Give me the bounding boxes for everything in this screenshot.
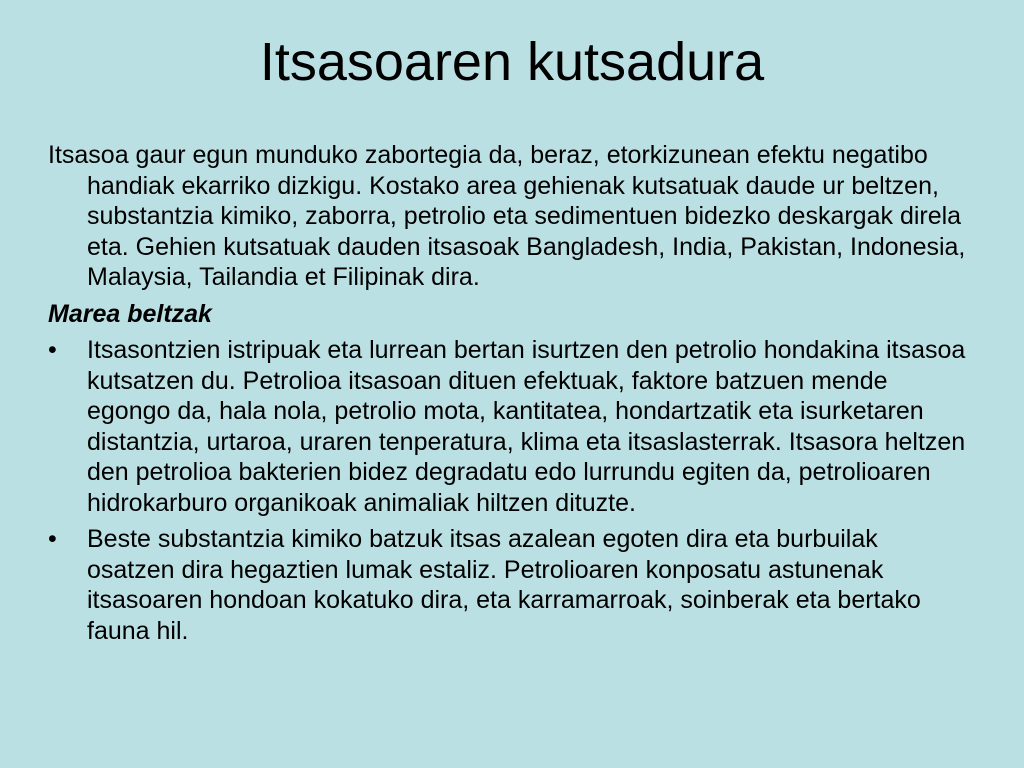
slide-title: Itsasoaren kutsadura <box>259 32 765 92</box>
slide-body <box>48 140 968 652</box>
bullet-text-1: Itsasontzien istripuak eta lurrean bertan isurtzen den petrolio hondakina itsasoa kutsatzen du. Petrolioa itsasoan dituen efektuak, faktore batzuen mende egongo da, hala nola, petrolio mota, kantitatea, hondartzatik eta isurketaren distantzia, urtaroa, uraren tenperatura, klima eta itsaslasterrak. Itsasora heltzen den petrolioa bakterien bidez degradatu edo lurrundu egiten da, petrolioaren hidrokarburo organikoak animaliak hiltzen dituzte. <box>87 336 966 517</box>
bullet-marker: • <box>48 525 57 553</box>
bullet-text-2: Beste substantzia kimiko batzuk itsas azalean egoten dira eta burbuilak osatzen dira hegaztien lumak estaliz. Petrolioaren konposatu astunenak itsasoaren hondoan kokatuko dira, eta karramarroak, soinberak eta bertako fauna hil. <box>87 525 921 645</box>
bullet-item-1 <box>48 335 968 518</box>
subheading-marea-beltzak: Marea beltzak <box>48 299 212 328</box>
intro-paragraph: Itsasoa gaur egun munduko zabortegia da, beraz, etorkizunean efektu negatibo handiak ekarriko dizkigu. Kostako area gehienak kutsatuak daude ur beltzen, substantzia kimiko, zaborra, petrolio eta sedimentuen bidezko deskargak direla eta. Gehien kutsatuak dauden itsasoak Bangladesh, India, Pakistan, Indonesia, Malaysia, Tailandia et Filipinak dira. <box>48 141 966 291</box>
bullet-item-2 <box>48 524 968 646</box>
bullet-marker: • <box>48 336 57 364</box>
